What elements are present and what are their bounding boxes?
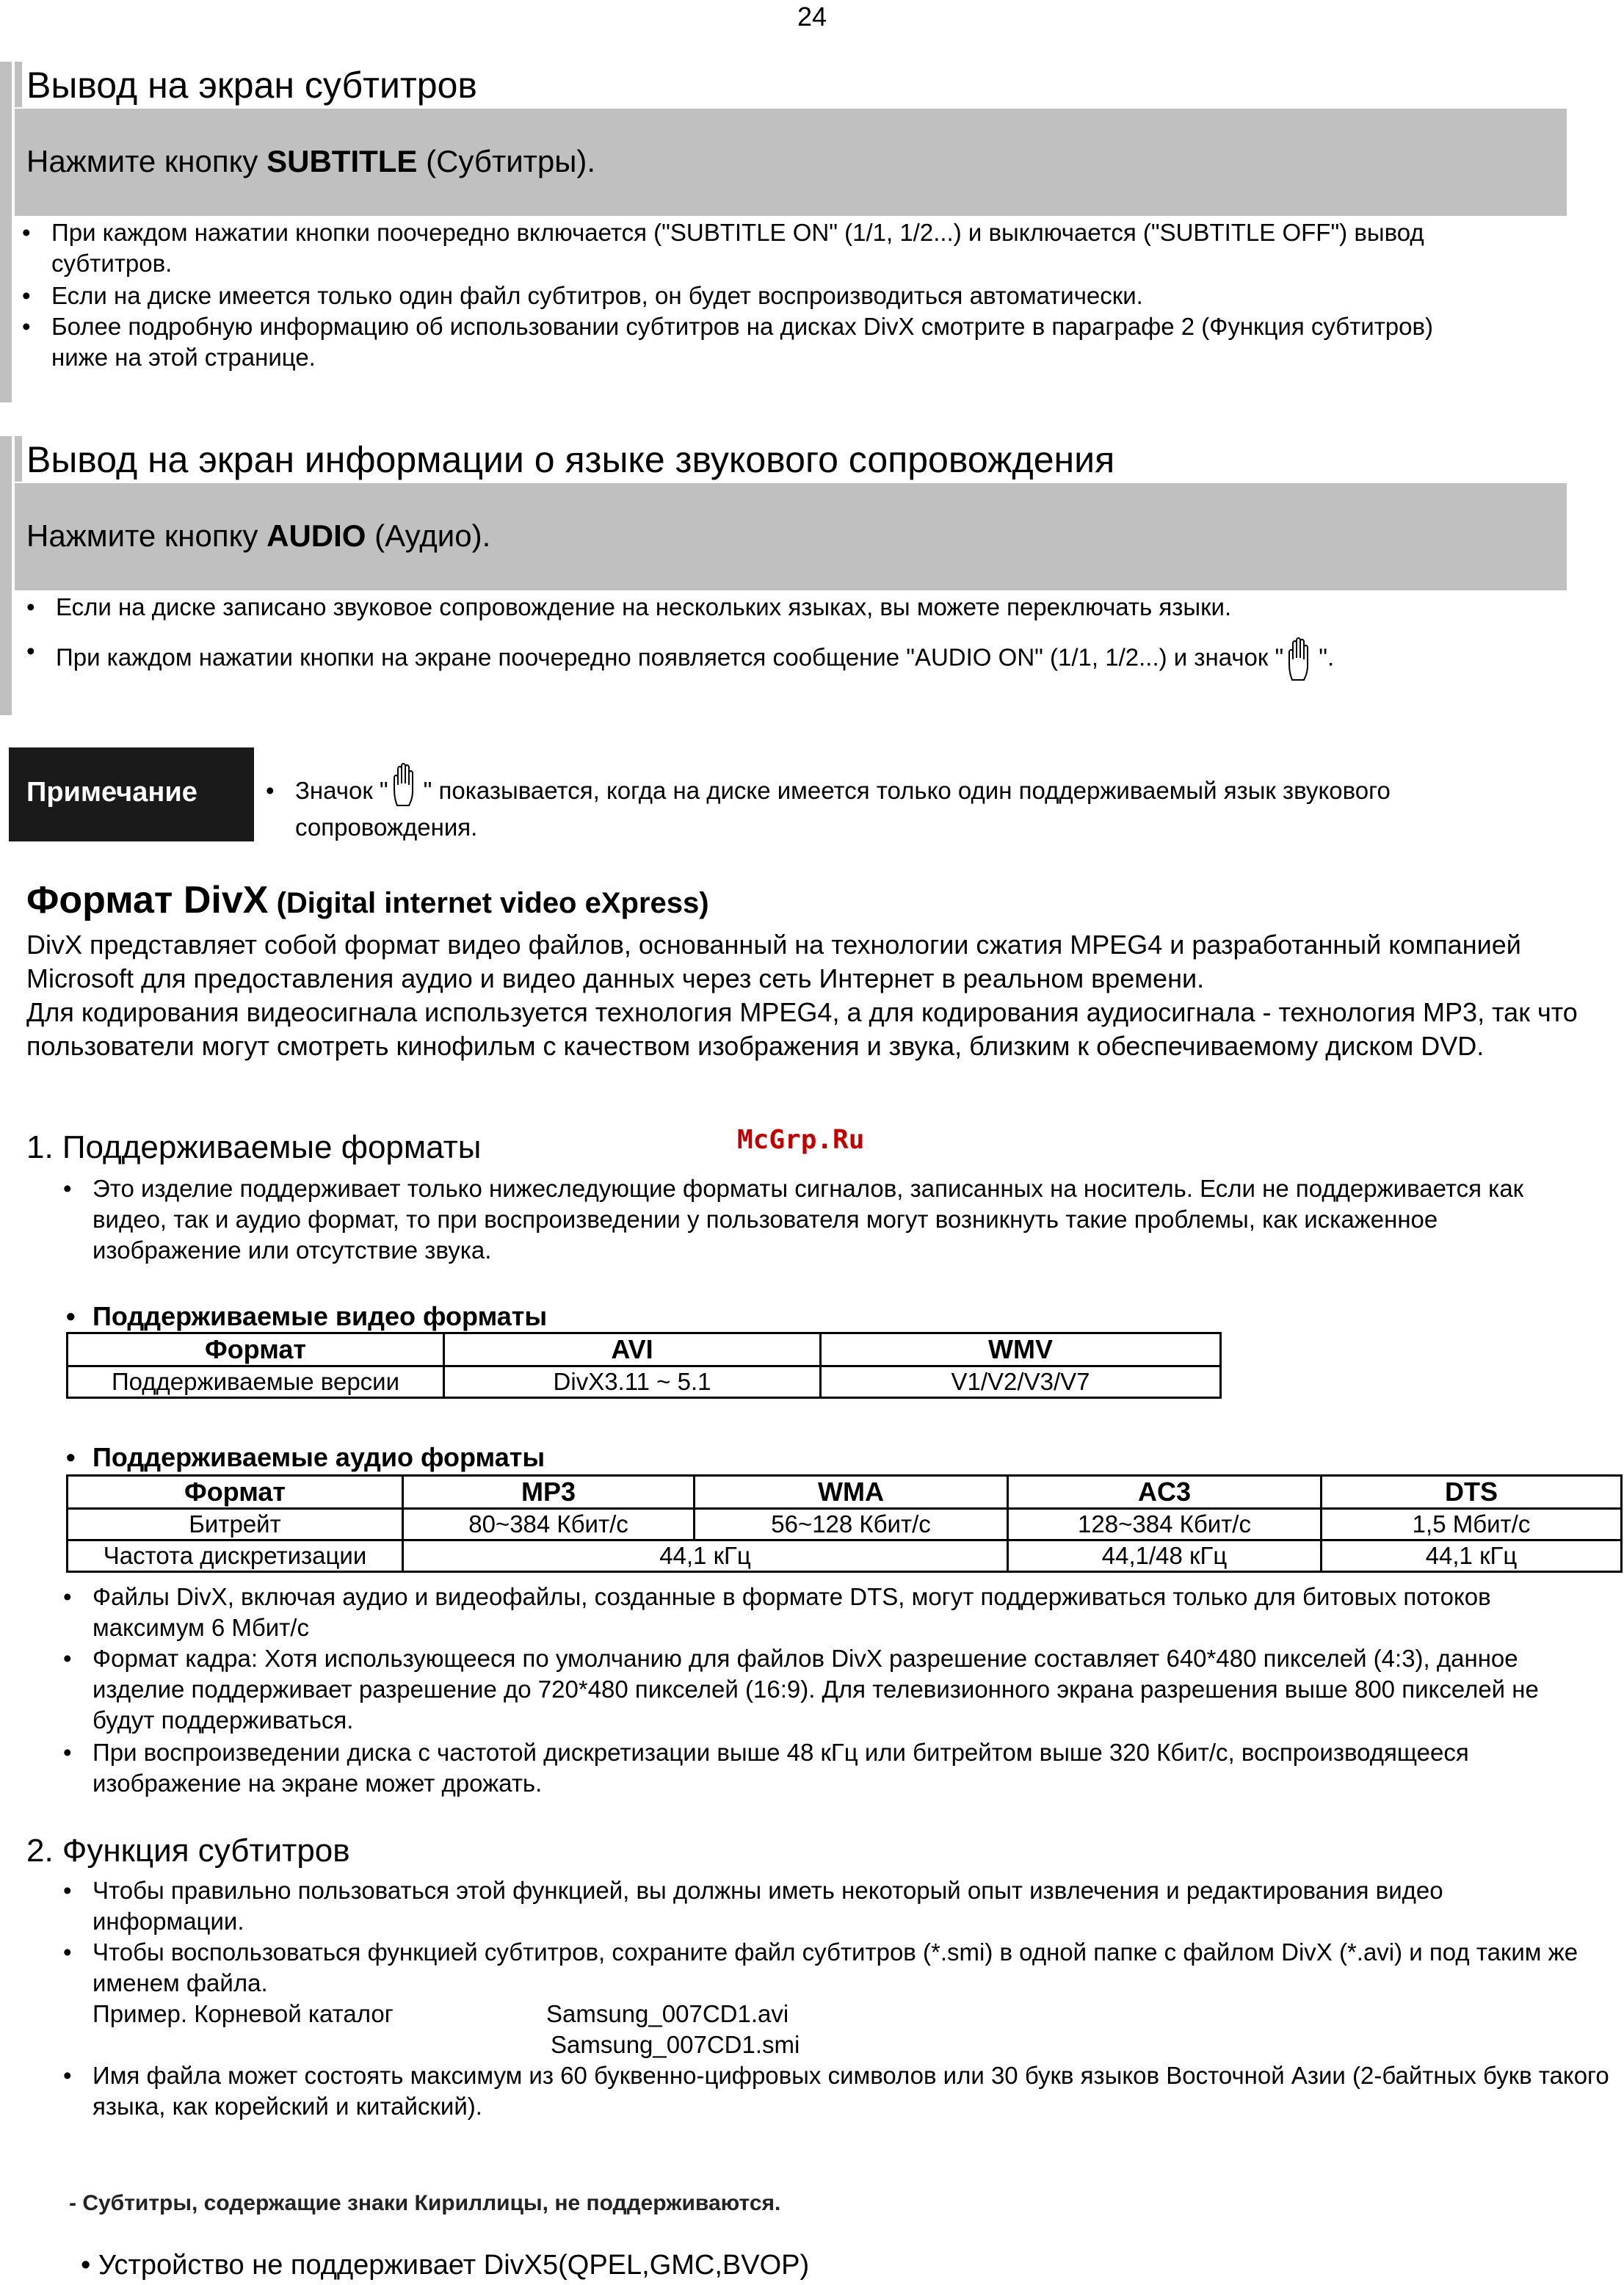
table-cell: 128~384 Кбит/с <box>1008 1509 1322 1540</box>
list-item: • Формат кадра: Хотя использующееся по умолчанию для файлов DivX разрешение составляет 640*480 пикселей (4:3), данное изделие поддерживает разрешение до 720*480 пикселей (16:9). Для телевизионного экрана разрешения выше 800 пикселей не будут поддерживаться. <box>63 1645 1539 1734</box>
table-row <box>68 1540 1622 1572</box>
section-bar <box>0 62 12 402</box>
audio-section-title: Вывод на экран информации о языке звукового сопровождения <box>26 439 1115 480</box>
watermark: McGrp.Ru <box>737 1125 865 1155</box>
list-item: • Чтобы правильно пользоваться этой функцией, вы должны иметь некоторый опыт извлечения и редактирования видео информации. <box>63 1877 1443 1935</box>
example-file-smi: Samsung_007CD1.smi <box>551 2031 800 2058</box>
divx-title-sub: (Digital internet video eXpress) <box>268 887 709 919</box>
table-cell: 80~384 Кбит/с <box>403 1509 695 1540</box>
list-item: • Если на диске имеется только один файл субтитров, он будет воспроизводиться автоматически. <box>22 282 1143 309</box>
press-suffix: (Аудио). <box>366 518 491 553</box>
section-bar-accent <box>15 436 22 482</box>
table-row <box>68 1509 1622 1540</box>
list-item: • Файлы DivX, включая аудио и видеофайлы, созданные в формате DTS, могут поддерживаться только для битовых потоков максимум 6 Мбит/с <box>63 1583 1491 1641</box>
press-prefix: Нажмите кнопку <box>26 518 267 553</box>
note-label: Примечание <box>26 777 197 808</box>
table-cell: WMA <box>695 1476 1008 1509</box>
audio-formats-title: • Поддерживаемые аудио форматы <box>66 1442 545 1472</box>
audio-formats-table <box>66 1474 1623 1573</box>
divx-title <box>26 878 709 922</box>
note-text: • Значок " " показывается, когда на диске имеется только один поддерживаемый язык звукового сопровождения. <box>295 772 1543 846</box>
page-number: 24 <box>797 1 827 32</box>
table-cell: AC3 <box>1008 1476 1322 1509</box>
audio-instruction <box>26 518 490 554</box>
table-cell: 44,1 кГц <box>1322 1540 1622 1572</box>
list-item: • Более подробную информацию об использовании субтитров на дисках DivX смотрите в параграфе 2 (Функция субтитров) ниже на этой странице. <box>22 313 1434 371</box>
table-header-row <box>68 1333 1221 1366</box>
subtitle-instruction <box>26 144 595 179</box>
video-formats-table <box>66 1332 1222 1399</box>
table-cell: 56~128 Кбит/с <box>695 1509 1008 1540</box>
table-cell: Формат <box>68 1333 444 1366</box>
list-item: • Если на диске записано звуковое сопровождение на нескольких языках, вы можете переключать языки. <box>26 593 1232 620</box>
table-cell: WMV <box>821 1333 1221 1366</box>
table-cell: V1/V2/V3/V7 <box>821 1366 1221 1398</box>
table-header-row <box>68 1476 1622 1509</box>
press-prefix: Нажмите кнопку <box>26 144 267 178</box>
table-cell: Частота дискретизации <box>68 1540 403 1572</box>
table-cell: 44,1/48 кГц <box>1008 1540 1322 1572</box>
list-item: • При каждом нажатии кнопки поочередно включается ("SUBTITLE ON" (1/1, 1/2...) и выключается ("SUBTITLE OFF") вывод субтитров. <box>22 219 1424 277</box>
section-bar-accent <box>15 62 22 107</box>
list-item: • При каждом нажатии кнопки на экране поочередно появляется сообщение "AUDIO ON" (1/1, 1/2...) и значок " ". <box>56 636 1598 683</box>
table-cell: Формат <box>68 1476 403 1509</box>
divx-title-main: Формат DivX <box>26 879 269 921</box>
video-formats-title: • Поддерживаемые видео форматы <box>66 1301 548 1331</box>
table-row <box>68 1366 1221 1398</box>
table-cell: DTS <box>1322 1476 1622 1509</box>
list-item: • Имя файла может состоять максимум из 60 буквенно-цифровых символов или 30 букв языков Восточной Азии (2-байтных букв такого языка, как корейский и китайский). <box>63 2062 1609 2120</box>
table-cell: 44,1 кГц <box>403 1540 1008 1572</box>
formats-heading: 1. Поддерживаемые форматы <box>26 1129 482 1165</box>
example-file-avi: Samsung_007CD1.avi <box>546 2000 789 2027</box>
subtitle-key: SUBTITLE <box>267 144 418 178</box>
table-cell: Поддерживаемые версии <box>68 1366 444 1398</box>
last-line: • Устройство не поддерживает DivX5(QPEL,GMC,BVOP) <box>81 2250 810 2281</box>
divx-paragraph-1: DivX представляет собой формат видео файлов, основанный на технологии сжатия MPEG4 и разработанный компанией Microsoft для предоставления аудио и видео данных через сеть Интернет в реальном времени. <box>26 930 1521 993</box>
note-label-box <box>9 747 254 841</box>
subtitle-function-heading: 2. Функция субтитров <box>26 1833 350 1869</box>
footnote: - Субтитры, содержащие знаки Кириллицы, не поддерживаются. <box>69 2191 781 2215</box>
table-cell: MP3 <box>403 1476 695 1509</box>
press-suffix: (Субтитры). <box>417 144 596 178</box>
table-cell: AVI <box>444 1333 821 1366</box>
list-item: • Чтобы воспользоваться функцией субтитров, сохраните файл субтитров (*.smi) в одной папке с файлом DivX (*.avi) и под таким же именем файла. <box>63 1938 1578 1996</box>
subtitle-section-title: Вывод на экран субтитров <box>26 65 477 106</box>
hand-icon <box>1285 636 1317 683</box>
list-item: • Это изделие поддерживает только нижеследующие форматы сигналов, записанных на носитель. Если не поддерживается как видео, так и аудио формат, то при воспроизведении у пользователя могут возникнуть такие проблемы, как искаженное изображение или отсутствие звука. <box>63 1175 1524 1264</box>
table-cell: DivX3.11 ~ 5.1 <box>444 1366 821 1398</box>
divx-paragraph-2: Для кодирования видеосигнала используется технология MPEG4, а для кодирования аудиосигнала - технология MP3, так что пользователи могут смотреть кинофильм с качеством изображения и звука, близким к обеспечиваемому диском DVD. <box>26 997 1578 1061</box>
list-item: • При воспроизведении диска с частотой дискретизации выше 48 кГц или битрейтом выше 320 Кбит/с, воспроизводящееся изображение на экране может дрожать. <box>63 1739 1469 1797</box>
example-label: Пример. Корневой каталог <box>93 2000 394 2027</box>
hand-icon <box>390 761 422 808</box>
audio-key: AUDIO <box>267 518 366 553</box>
table-cell: Битрейт <box>68 1509 403 1540</box>
section-bar <box>0 436 12 715</box>
table-cell: 1,5 Мбит/с <box>1322 1509 1622 1540</box>
